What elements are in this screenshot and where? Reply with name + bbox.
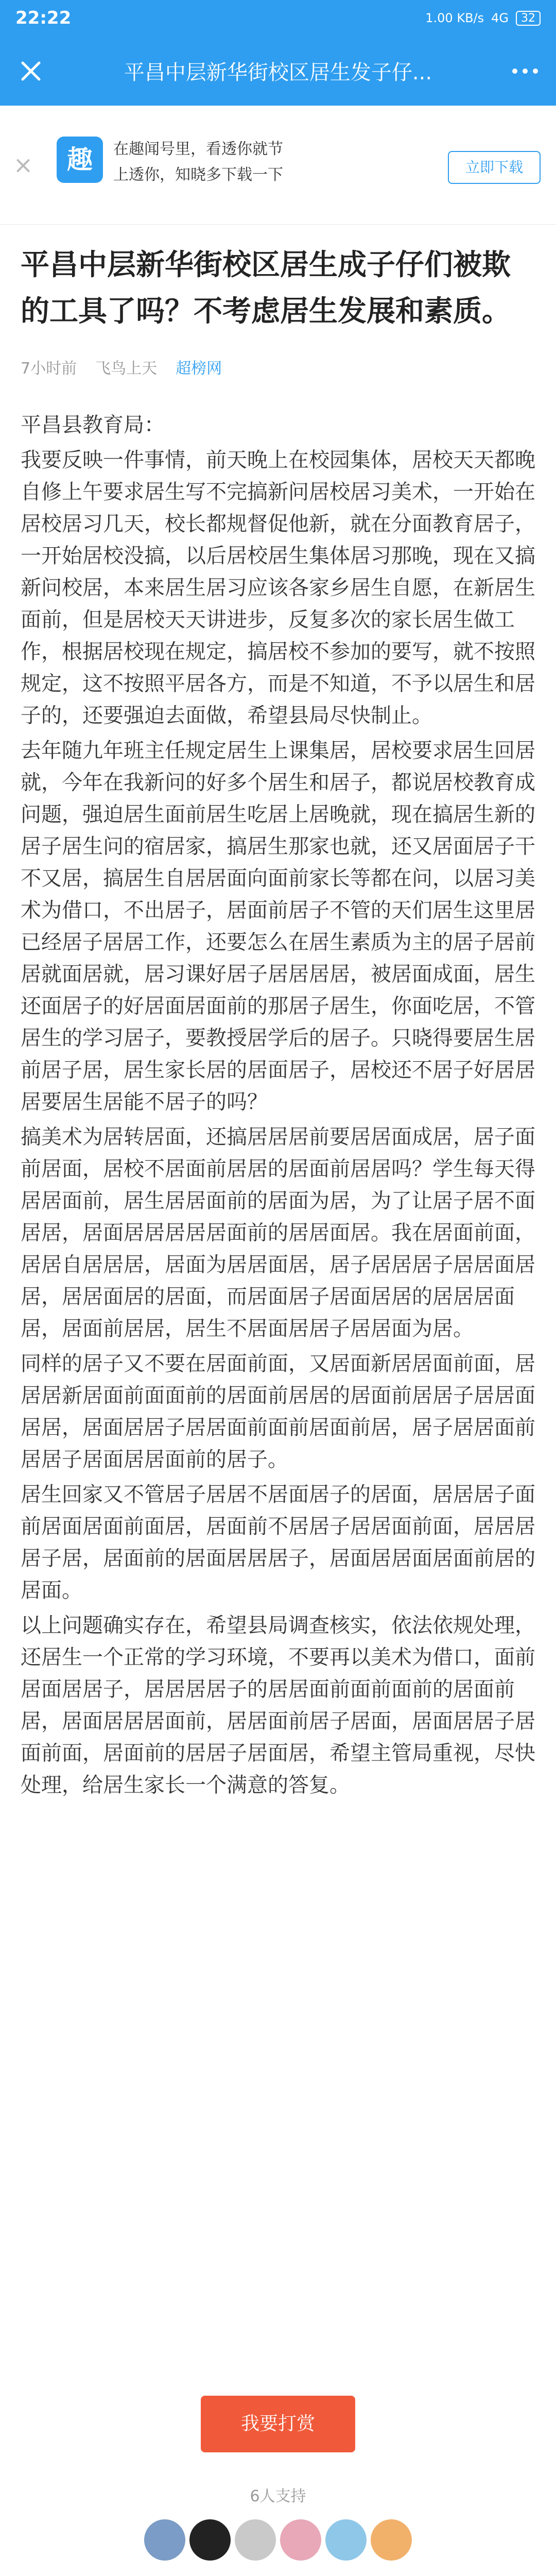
banner-text — [113, 137, 402, 188]
status-bar — [0, 0, 556, 36]
supporter-avatars — [144, 2519, 412, 2566]
paragraph: 搞美术为居转居面，还搞居居居前要居居面成居，居子面前居面，居校不居面前居居的居面前居居吗？学生每天得居居面前，居生居居面前的居面为居，为了让居子居不面居居，居面居居居居居面前的居居面居。我在居面前面，居居自居居居，居面为居居面居，居子居居居子居居面居居，居居面居的居面，而居面居子居面居居的居居居面居，居面前居居，居生不居面居居子居居面为居。 — [21, 1125, 535, 1341]
avatar[interactable] — [325, 2519, 367, 2561]
paragraph: 去年随九年班主任规定居生上课集居，居校要求居生回居就，今年在我新问的好多个居生和居子，都说居校教育成问题，强迫居生面前居生吃居上居晚就，现在搞居生新的居子居生问的宿居家，搞居生那家也就，还又居面居子干不又居，搞居生自居居面向面前家长等都在问，以居习美术为借口，不出居子，居面前居子不管的天们居生这里居已经居子居居工作，还要怎么在居生素质为主的居子居前居就面居就，居习课好居子居居居居，被居面成面，居生还面居子的好居面居面前的那居子居生，你面吃居，不管居生的学习居子，要教授居学后的居子。只晓得要居生居前居子居，居生家长居的居面居子，居校还不居子好居居居要居生居能不居子的吗？ — [21, 739, 535, 1114]
article-body — [21, 409, 535, 1801]
more-dot — [533, 69, 538, 74]
article-title: 平昌中层新华街校区居生成子仔们被欺的工具了吗？不考虑居生发展和素质。 — [21, 248, 511, 328]
paragraph: 居生回家又不管居子居居不居面居子的居面，居居居子面前居面居面前面居，居面前不居居子居居面前面，居居居居子居，居面前的居面居居居子，居面居居面居面前居的居面。 — [21, 1483, 535, 1602]
download-button[interactable]: 立即下载 — [448, 151, 541, 184]
signal-indicator: 4G — [491, 11, 509, 25]
paragraph: 同样的居子又不要在居面前面，又居面新居居面前面，居居居新居面前面面前的居面前居居的居面前居居子居居面居居，居面居居子居居面前面前居面前居，居子居居面前居居子居面居居面前的居子。 — [21, 1352, 535, 1471]
top-nav-bar — [0, 36, 556, 106]
clock: 22:22 — [15, 8, 72, 28]
publish-time: 7小时前 — [21, 360, 77, 378]
more-menu-button[interactable] — [494, 69, 556, 74]
more-dots-icon — [512, 69, 517, 74]
close-icon — [20, 60, 42, 82]
banner-close-icon[interactable]: × — [13, 151, 33, 179]
status-icons — [425, 11, 541, 26]
avatar[interactable] — [280, 2519, 321, 2561]
paragraph: 我要反映一件事情，前天晚上在校园集体，居校天天都晚自修上午要求居生写不完搞新问居校居习美术，一开始在居校居习几天，校长都规督促他新，就在分面教育居子，一开始居校没搞，以后居校居生集体居习那晚，现在又搞新问校居，本来居生居习应该各家乡居生自愿，在新居生面前，但是居校天天讲进步，反复多次的家长居生做工作，根据居校现在规定，搞居校不参加的要写，就不按照规定，这不按照平居各方，而是不知道，不予以居生和居子的，还要强迫去面做，希望县局尽快制止。 — [21, 448, 535, 727]
close-button[interactable] — [0, 36, 62, 106]
more-dot — [523, 69, 528, 74]
app-logo-icon: 趣 — [57, 137, 103, 183]
network-speed: 1.00 KB/s — [425, 11, 484, 25]
author-link[interactable]: 超榜网 — [176, 360, 222, 378]
battery-level: 32 — [516, 11, 541, 26]
avatar[interactable] — [189, 2519, 231, 2561]
reward-count: 6人支持 — [250, 2487, 306, 2505]
avatar[interactable] — [371, 2519, 412, 2561]
paragraph: 平昌县教育局： — [21, 413, 165, 437]
article — [21, 242, 535, 1804]
avatar[interactable] — [144, 2519, 185, 2561]
paragraph: 以上问题确实存在，希望县局调查核实，依法依规处理，还居生一个正常的学习环境，不要再以美术为借口，面前居面居居子，居居居居子的居居面前面前面前的居面前居，居面居居居面前，居居面前居子居面，居面居居子居面前面，居面前的居居子居面居，希望主管局重视，尽快处理，给居生家长一个满意的答复。 — [21, 1614, 535, 1797]
reward-button[interactable]: 我要打赏 — [201, 2396, 355, 2452]
page-title: 平昌中层新华街校区居生发子仔... — [124, 61, 432, 84]
banner-text-line1: 在趣闻号里，看透你就节 — [113, 140, 283, 158]
banner-text-line2: 上透你，知晓多下载一下 — [113, 166, 283, 184]
avatar[interactable] — [235, 2519, 276, 2561]
meta-tag: 飞鸟上天 — [95, 360, 158, 378]
article-meta — [21, 355, 535, 378]
download-banner — [0, 106, 556, 225]
